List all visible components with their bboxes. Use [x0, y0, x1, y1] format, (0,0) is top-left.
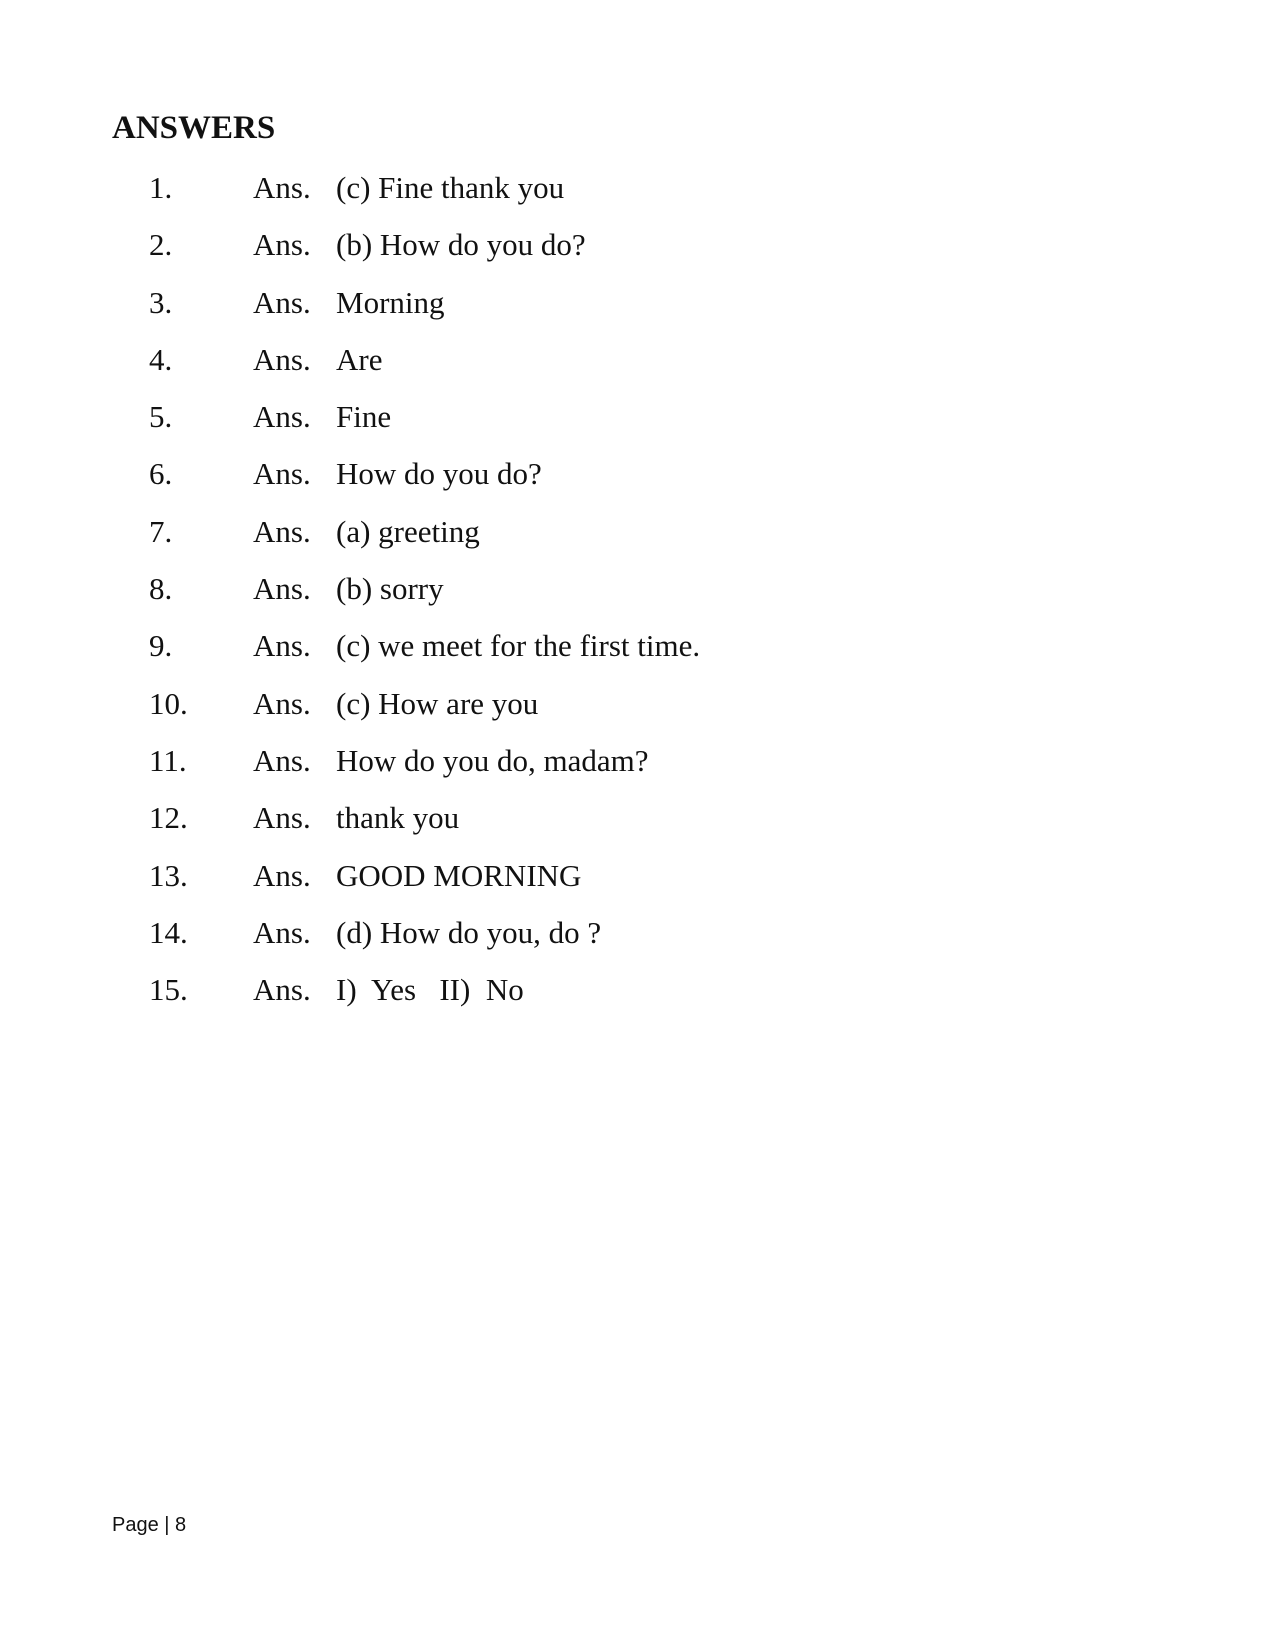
- answer-prefix: Ans.: [253, 513, 311, 549]
- page-heading: ANSWERS: [112, 110, 276, 146]
- answer-prefix: Ans.: [253, 456, 311, 492]
- answer-prefix: Ans.: [253, 742, 311, 778]
- answer-row: [0, 340, 1275, 397]
- answer-prefix: Ans.: [253, 571, 311, 607]
- answer-row: [0, 741, 1275, 798]
- answer-row: [0, 454, 1275, 511]
- answer-text: thank you: [336, 800, 460, 836]
- answer-prefix: Ans.: [253, 170, 311, 205]
- answer-text: (c) Fine thank you: [336, 170, 565, 205]
- answer-number: 10.: [149, 685, 188, 721]
- answer-row: [0, 225, 1275, 282]
- answer-text: (c) we meet for the first time.: [336, 628, 701, 664]
- answer-prefix: Ans.: [253, 685, 311, 721]
- answer-prefix: Ans.: [253, 857, 311, 893]
- answer-row: [0, 856, 1275, 913]
- answer-number: 7.: [149, 513, 173, 549]
- answer-row: [0, 569, 1275, 626]
- answer-prefix: Ans.: [253, 914, 311, 950]
- answer-text: Fine: [336, 399, 392, 435]
- answer-number: 9.: [149, 628, 173, 664]
- answer-text: Morning: [336, 284, 445, 320]
- answer-number: 13.: [149, 857, 188, 893]
- answer-row: [0, 798, 1275, 855]
- answer-number: 12.: [149, 800, 188, 836]
- answer-number: 6.: [149, 456, 173, 492]
- answer-number: 11.: [149, 742, 187, 778]
- answer-number: 5.: [149, 399, 173, 435]
- answer-number: 4.: [149, 341, 173, 377]
- answer-number: 2.: [149, 227, 173, 263]
- answer-row: [0, 512, 1275, 569]
- answer-number: 1.: [149, 170, 173, 205]
- answer-row: [0, 168, 1275, 225]
- answer-prefix: Ans.: [253, 399, 311, 435]
- answer-row: [0, 970, 1275, 1027]
- answer-number: 8.: [149, 571, 173, 607]
- answer-text: How do you do, madam?: [336, 742, 649, 778]
- answer-text: GOOD MORNING: [336, 857, 582, 893]
- answer-prefix: Ans.: [253, 284, 311, 320]
- answer-text: (c) How are you: [336, 685, 539, 721]
- answer-prefix: Ans.: [253, 341, 311, 377]
- answer-prefix: Ans.: [253, 227, 311, 263]
- answer-row: [0, 397, 1275, 454]
- answer-number: 3.: [149, 284, 173, 320]
- page-footer: Page | 8: [112, 1514, 187, 1536]
- answer-row: [0, 626, 1275, 683]
- answer-prefix: Ans.: [253, 972, 311, 1008]
- answer-text: (b) sorry: [336, 571, 444, 607]
- answer-row: [0, 283, 1275, 340]
- answer-text: Are: [336, 341, 383, 377]
- answer-text: How do you do?: [336, 456, 542, 492]
- answer-prefix: Ans.: [253, 628, 311, 664]
- answer-list: [0, 168, 1275, 1027]
- answer-number: 15.: [149, 972, 188, 1008]
- answer-row: [0, 913, 1275, 970]
- answer-text: (d) How do you, do ?: [336, 914, 602, 950]
- answer-number: 14.: [149, 914, 188, 950]
- answer-text: (b) How do you do?: [336, 227, 586, 263]
- answer-text: (a) greeting: [336, 513, 480, 549]
- answer-prefix: Ans.: [253, 800, 311, 836]
- answer-text: I) Yes II) No: [336, 972, 524, 1008]
- answer-row: [0, 684, 1275, 741]
